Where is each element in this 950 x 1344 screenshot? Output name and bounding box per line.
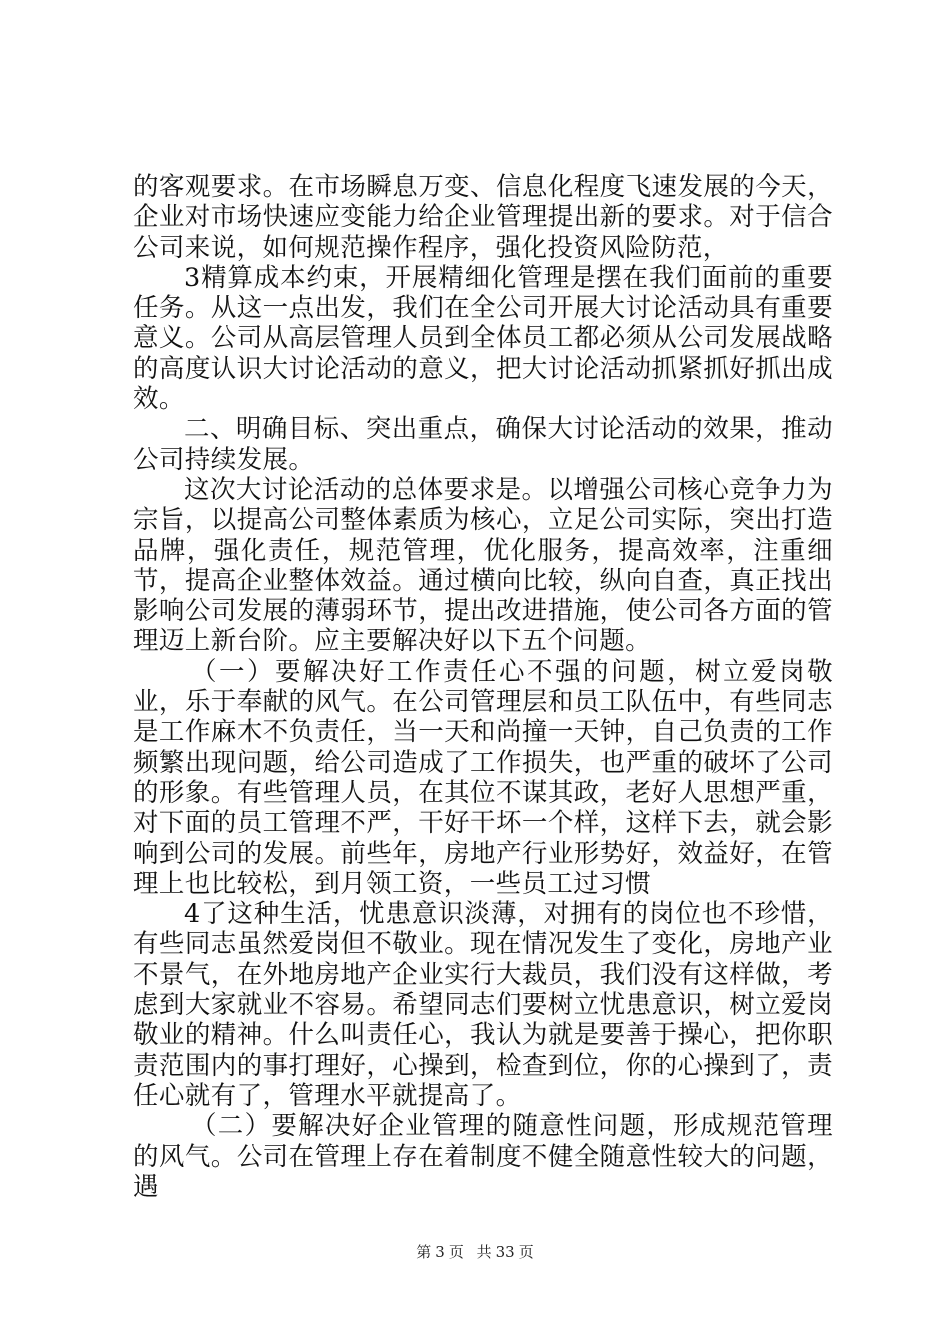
total-suffix: 页 — [518, 1243, 534, 1261]
total-pages-label — [475, 1243, 536, 1261]
page-number: 3 — [435, 1243, 445, 1261]
paragraph-1: 的客观要求。在市场瞬息万变、信息化程度飞速发展的今天，企业对市场快速应变能力给企业管理提出新的要求。对于信合公司来说，如何规范操作程序，强化投资风险防范， — [133, 172, 833, 263]
page-number-label — [414, 1243, 466, 1261]
document-body — [133, 172, 833, 1202]
page-prefix: 第 — [416, 1243, 432, 1261]
page-suffix: 页 — [448, 1243, 464, 1261]
page-footer — [0, 1241, 950, 1262]
total-prefix: 共 — [476, 1243, 492, 1261]
paragraph-5: （一）要解决好工作责任心不强的问题，树立爱岗敬业，乐于奉献的风气。在公司管理层和员工队伍中，有些同志是工作麻木不负责任，当一天和尚撞一天钟，自己负责的工作频繁出现问题，给公司造成了工作损失，也严重的破坏了公司的形象。有些管理人员，在其位不谋其政，老好人思想严重，对下面的员工管理不严，干好干坏一个样，这样下去，就会影响到公司的发展。前些年，房地产行业形势好，效益好，在管理上也比较松，到月领工资，一些员工过习惯 — [133, 656, 833, 899]
paragraph-4: 这次大讨论活动的总体要求是。以增强公司核心竞争力为宗旨，以提高公司整体素质为核心，立足公司实际，突出打造品牌，强化责任，规范管理，优化服务，提高效率，注重细节，提高企业整体效益。通过横向比较，纵向自查，真正找出影响公司发展的薄弱环节，提出改进措施，使公司各方面的管理迈上新台阶。应主要解决好以下五个问题。 — [133, 474, 833, 657]
total-pages: 33 — [495, 1243, 515, 1261]
paragraph-7: （二）要解决好企业管理的随意性问题，形成规范管理的风气。公司在管理上存在着制度不健全随意性较大的问题，遇 — [133, 1111, 833, 1202]
paragraph-6: 4了这种生活，忧患意识淡薄，对拥有的岗位也不珍惜，有些同志虽然爱岗但不敬业。现在情况发生了变化，房地产业不景气，在外地房地产企业实行大裁员，我们没有这样做，考虑到大家就业不容易。希望同志们要树立忧患意识，树立爱岗敬业的精神。什么叫责任心，我认为就是要善于操心，把你职责范围内的事打理好，心操到，检查到位，你的心操到了，责任心就有了，管理水平就提高了。 — [133, 899, 833, 1111]
paragraph-3: 二、明确目标、突出重点，确保大讨论活动的效果，推动公司持续发展。 — [133, 414, 833, 475]
paragraph-2: 3精算成本约束，开展精细化管理是摆在我们面前的重要任务。从这一点出发，我们在全公司开展大讨论活动具有重要意义。公司从高层管理人员到全体员工都必须从公司发展战略的高度认识大讨论活动的意义，把大讨论活动抓紧抓好抓出成效。 — [133, 262, 833, 415]
